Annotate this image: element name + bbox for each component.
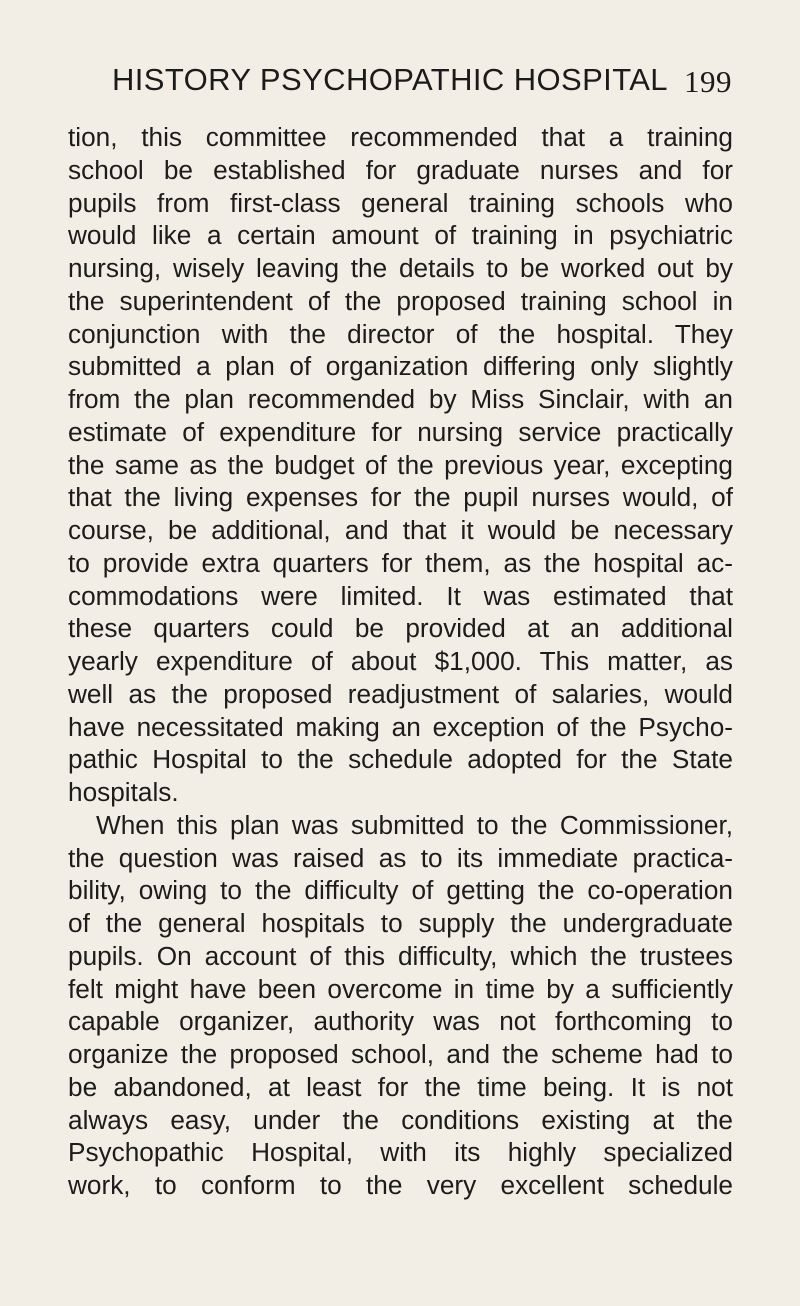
text-line: these quarters could be provided at an additional (68, 613, 733, 644)
text-line: hospitals. (68, 777, 179, 807)
text-line: nursing, wisely leaving the details to be worked out by (68, 253, 733, 283)
running-title: HISTORY PSYCHOPATHIC HOSPITAL (112, 62, 668, 97)
text-line: always easy, under the conditions existing at the (68, 1104, 733, 1135)
text-line: yearly expenditure of about $1,000. This matter, as (68, 646, 733, 676)
text-line: the question was raised as to its immediate practica- (68, 842, 733, 873)
text-line: capable organizer, authority was not forthcoming to (68, 1006, 733, 1037)
text-line: Psychopathic Hospital, with its highly specialized (68, 1137, 733, 1168)
text-line: would like a certain amount of training in psychiatric (68, 220, 733, 251)
body-text (68, 121, 733, 1202)
text-line: tion, this committee recommended that a training (68, 122, 733, 152)
text-line: course, be additional, and that it would be necessary (68, 515, 733, 545)
text-line: When this plan was submitted to the Commissioner, (96, 809, 733, 840)
text-line: school be established for graduate nurses and for (68, 154, 733, 185)
text-line: be abandoned, at least for the time being. It is not (68, 1071, 733, 1102)
text-line: of the general hospitals to supply the undergraduate (68, 908, 733, 938)
text-line: the same as the budget of the previous year, excepting (68, 449, 733, 480)
text-line: pathic Hospital to the schedule adopted for the State (68, 744, 733, 775)
text-line: felt might have been overcome in time by a sufficiently (68, 973, 733, 1004)
text-line: pupils. On account of this difficulty, which the trustees (68, 940, 733, 971)
text-line: bility, owing to the difficulty of getting the co-operation (68, 875, 733, 906)
text-line: conjunction with the director of the hospital. They (68, 318, 733, 349)
text-line: estimate of expenditure for nursing service practically (68, 416, 733, 447)
text-line: from the plan recommended by Miss Sinclair, with an (68, 384, 733, 414)
text-line: well as the proposed readjustment of salaries, would (68, 678, 733, 709)
text-line: organize the proposed school, and the scheme had to (68, 1039, 733, 1069)
text-line: work, to conform to the very excellent schedule (68, 1170, 733, 1200)
text-line: commodations were limited. It was estimated that (68, 580, 733, 611)
text-line: to provide extra quarters for them, as the hospital ac- (68, 547, 733, 578)
paragraph-1 (68, 121, 733, 809)
text-line: submitted a plan of organization differing only slightly (68, 351, 733, 382)
page-number: 199 (684, 64, 732, 99)
text-line: that the living expenses for the pupil nurses would, of (68, 482, 733, 513)
text-line: pupils from first-class general training schools who (68, 187, 733, 218)
text-line: have necessitated making an exception of the Psycho- (68, 711, 733, 742)
paragraph-2 (68, 809, 733, 1202)
text-line: the superintendent of the proposed training school in (68, 285, 733, 316)
running-header (112, 62, 732, 106)
